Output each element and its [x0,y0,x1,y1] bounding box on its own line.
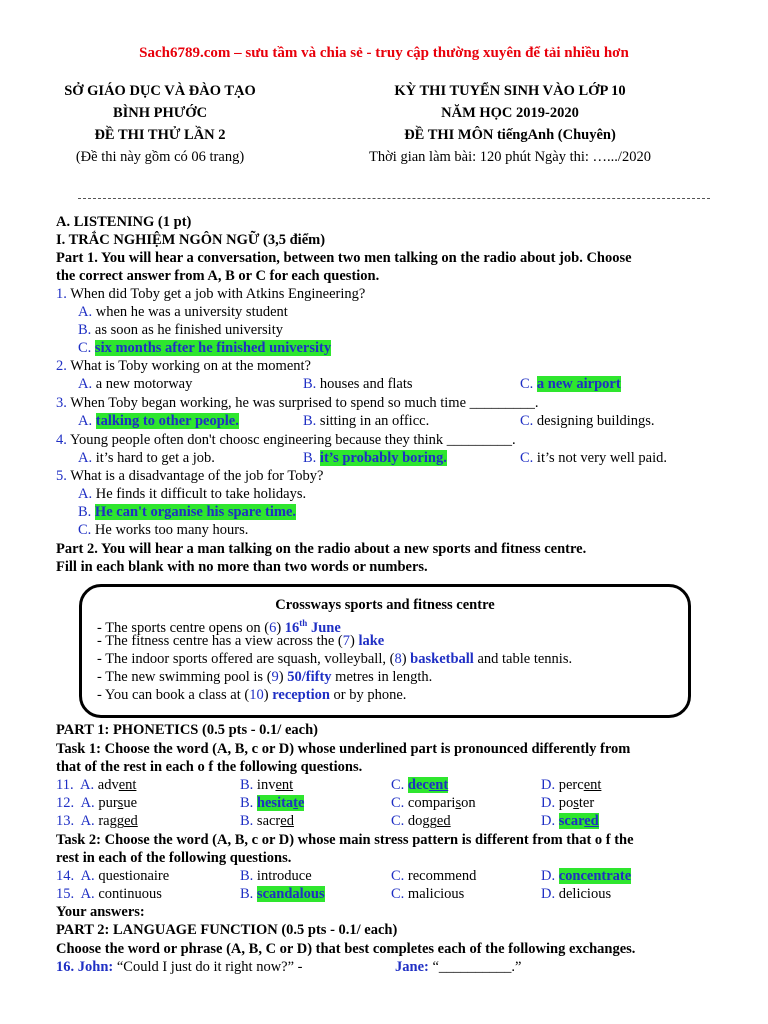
notes-line-10: - You can book a class at (10) reception or by phone. [97,687,407,703]
question-text: When did Toby get a job with Atkins Engineering? [66,286,366,302]
q13-option-d: D. scared [541,813,599,829]
question-14: 14. A. questionaire [56,868,170,884]
q12-option-c: C. comparison [391,795,476,811]
q12-option-b: B. hesitate [240,795,305,811]
answer-7: lake [358,633,385,649]
q14-option-d: D. concentrate [541,868,632,884]
q14-option-c: C. recommend [391,868,477,884]
school-year: NĂM HỌC 2019-2020 [441,105,579,121]
section-multiple-choice: I. TRẮC NGHIỆM NGÔN NGỮ (3,5 điểm) [56,232,326,248]
question-16: 16. John: “Could I just do it right now?” - [56,959,303,975]
q16-reply: Jane: “__________.” [395,959,522,975]
question-13: 13. A. ragged [56,813,138,829]
q11-option-d: D. percent [541,777,602,793]
q5-option-c: C. He works too many hours. [78,522,249,538]
page-count-note: (Đề thi này gồm có 06 trang) [75,149,245,165]
q11-option-b: B. invent [240,777,294,793]
part2-instruction: Fill in each blank with no more than two words or numbers. [56,559,428,575]
task1-instruction: that of the rest in each o f the following questions. [56,759,363,775]
q3-option-c: C. designing buildings. [520,413,655,429]
task1-instruction: Task 1: Choose the word (A, B, c or D) whose underlined part is pronounced differently from [56,741,631,757]
q1-option-b: B. as soon as he finished university [78,322,283,338]
q5-option-b: B. He can't organise his spare time. [78,504,297,520]
answer-6: 16 [284,619,300,636]
task2-instruction: Task 2: Choose the word (A, B, c or D) whose main stress pattern is different from that o f the [56,832,634,848]
separator-line [78,198,710,199]
answer-highlight: it’s probably boring. [319,450,447,466]
answer-highlight: He can't organise his spare time. [94,504,297,520]
your-answers-label: Your answers: [56,904,145,920]
q4-option-c: C. it’s not very well paid. [520,450,667,466]
question-number: 1. [56,286,67,302]
answer-highlight: six months after he finished university [94,340,332,356]
q13-option-b: B. sacred [240,813,294,829]
notes-line-8: - The indoor sports offered are squash, volleyball, (8) basketball and table tennis. [97,651,573,667]
q2-option-b: B. houses and flats [303,376,413,392]
q2-option-c: C. a new airport [520,376,621,392]
q4-option-a: A. it’s hard to get a job. [78,450,215,466]
q2-option-a: A. a new motorway [78,376,193,392]
task2-instruction: rest in each of the following questions. [56,850,292,866]
q11-option-c: C. decent [391,777,449,793]
time-info: Thời gian làm bài: 120 phút Ngày thi: ….../2020 [369,149,651,165]
q3-option-b: B. sitting in an officc. [303,413,430,429]
question-3: 3. When Toby began working, he was surprised to spend so much time _________. [56,395,539,411]
q15-option-c: C. malicious [391,886,465,902]
notes-title: Crossways sports and fitness centre [275,597,495,613]
answer-10: reception [272,687,330,703]
q12-option-d: D. poster [541,795,595,811]
q3-option-a: A. talking to other people. [78,413,239,429]
notes-line-7: - The fitness centre has a view across the (7) lake [97,633,385,649]
q13-option-c: C. dogged [391,813,451,829]
language-function-title: PART 2: LANGUAGE FUNCTION (0.5 pts - 0.1/ each) [56,922,398,938]
section-listening: A. LISTENING (1 pt) [56,214,192,230]
phonetics-title: PART 1: PHONETICS (0.5 pts - 0.1/ each) [56,722,318,738]
answer-highlight: talking to other people. [95,413,239,429]
question-15: 15. A. continuous [56,886,162,902]
question-5: 5. What is a disadvantage of the job for Toby? [56,468,324,484]
q15-option-b: B. scandalous [240,886,325,902]
part1-instruction: Part 1. You will hear a conversation, between two men talking on the radio about job. Choose [56,250,632,266]
notes-line-9: - The new swimming pool is (9) 50/fifty metres in length. [97,669,433,685]
subject-title: ĐỀ THI MÔN tiếngAnh (Chuyên) [404,127,616,143]
site-header[interactable]: Sach6789.com – sưu tầm và chia sẻ - truy cập thường xuyên để tải nhiều hơn [139,45,629,61]
answer-8: basketball [410,651,474,667]
dept-name: SỞ GIÁO DỤC VÀ ĐÀO TẠO [64,83,256,99]
notes-line-6: - The sports centre opens on (6) 16th June [97,618,341,636]
province-name: BÌNH PHƯỚC [112,105,208,121]
q1-option-a: A. when he was a university student [78,304,288,320]
q1-option-c: C. six months after he finished university [78,340,332,356]
language-function-instruction: Choose the word or phrase (A, B, C or D) that best completes each of the following exchanges. [56,941,636,957]
question-12: 12. A. pursue [56,795,137,811]
question-11: 11. A. advent [56,777,137,793]
q5-option-a: A. He finds it difficult to take holidays. [78,486,307,502]
question-1 [56,285,365,303]
q15-option-d: D. delicious [541,886,612,902]
exam-label: ĐỀ THI THỬ LẦN 2 [94,127,226,143]
q4-option-b: B. it’s probably boring. [303,450,447,466]
question-4: 4. Young people often don't choosc engineering because they think _________. [56,432,516,448]
q14-option-b: B. introduce [240,868,312,884]
part2-instruction: Part 2. You will hear a man talking on the radio about a new sports and fitness centre. [56,541,587,557]
exam-title: KỲ THI TUYỂN SINH VÀO LỚP 10 [394,83,626,99]
part1-instruction: the correct answer from A, B or C for each question. [56,268,380,284]
answer-highlight: a new airport [536,376,621,392]
question-2: 2. What is Toby working on at the moment? [56,358,311,374]
answer-9: 50/fifty [287,669,332,685]
